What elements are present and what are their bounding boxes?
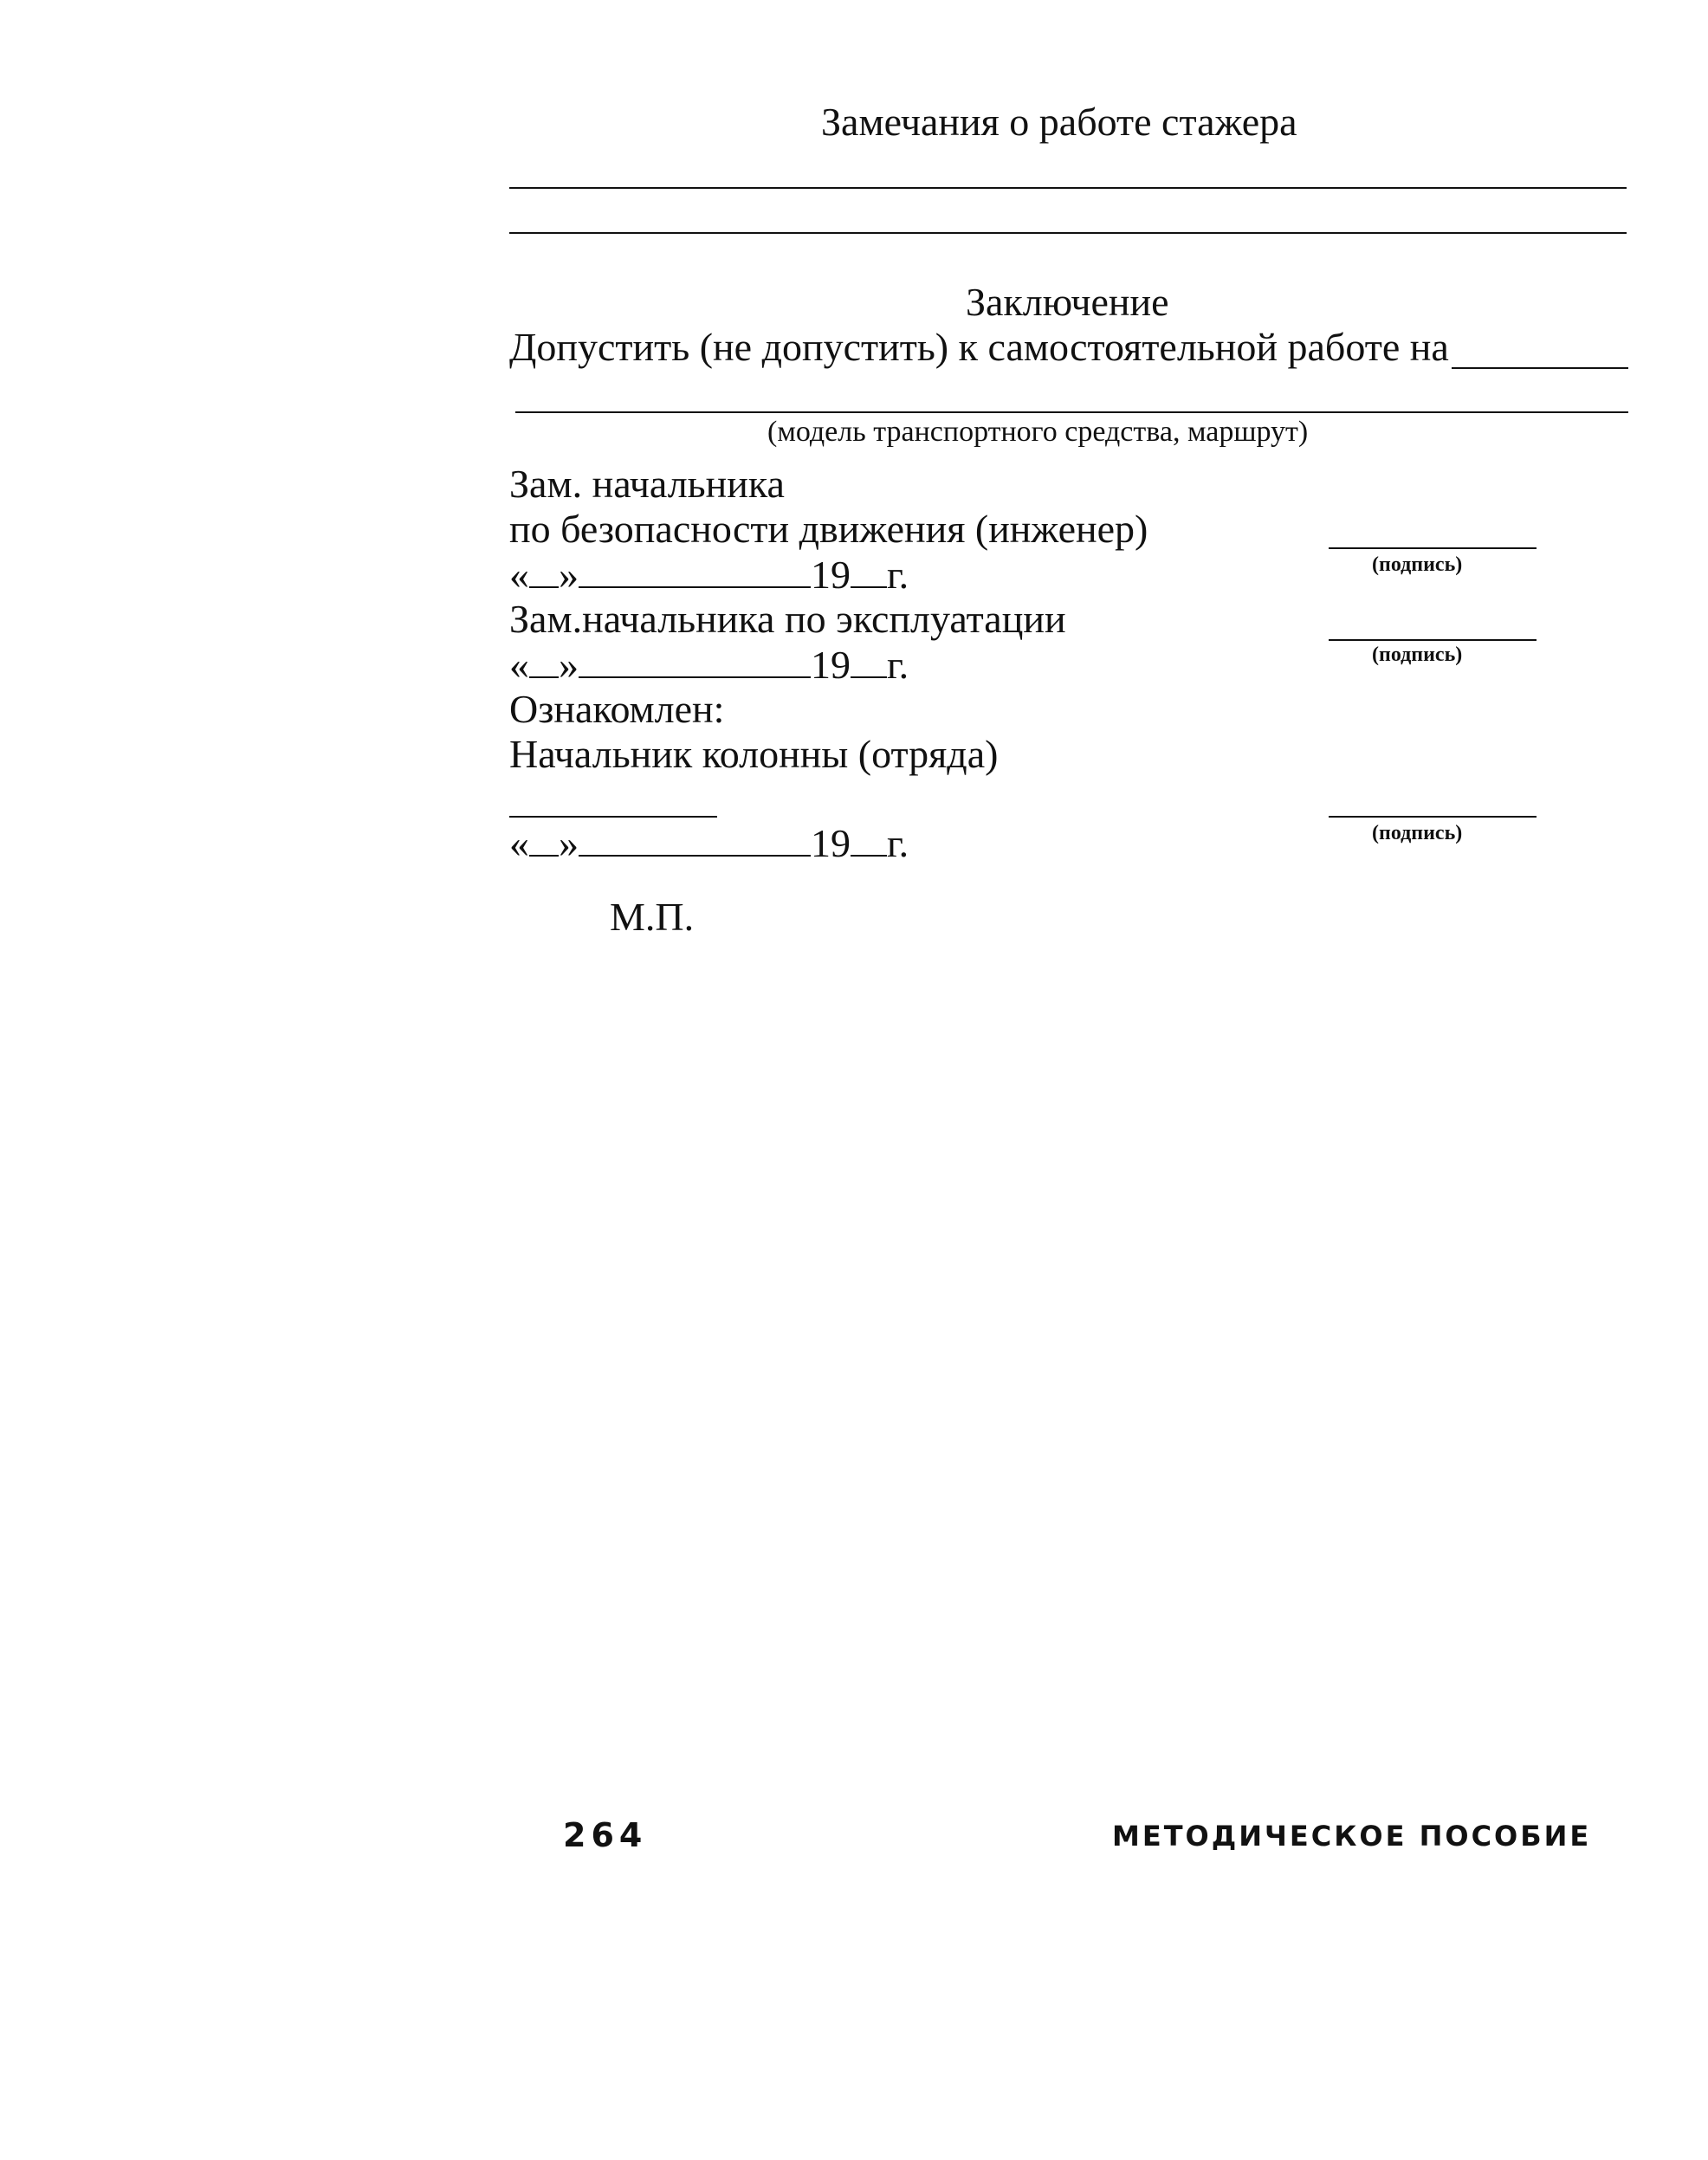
year-prefix: 19 [811,642,851,687]
acknowledged-name-line [509,816,717,818]
acknowledged-line1: Начальник колонны (отряда) [509,732,999,776]
deputy-operations-line1: Зам.начальника по эксплуатации [509,597,1066,641]
admit-field-line-2 [515,411,1628,413]
admit-field-line [1452,367,1628,369]
year-blank [851,823,887,857]
deputy-operations-signature-line [1329,639,1537,641]
deputy-operations-date [509,644,909,685]
year-suffix: г. [887,642,909,687]
book-title: МЕТОДИЧЕСКОЕ ПОСОБИЕ [1112,1820,1592,1853]
deputy-safety-line2: по безопасности движения (инженер) [509,507,1148,551]
deputy-safety-signature-line [1329,547,1537,549]
date-open-quote: « [509,642,529,687]
date-open-quote: « [509,820,529,865]
day-blank [529,823,559,857]
date-close-quote: » [559,820,579,865]
month-blank [579,644,811,678]
date-close-quote: » [559,552,579,597]
acknowledged-signature-caption: (подпись) [1372,822,1463,844]
remarks-line-1 [509,187,1627,189]
month-blank [579,823,811,857]
year-blank [851,554,887,588]
remarks-title: Замечания о работе стажера [821,100,1297,144]
month-blank [579,554,811,588]
year-prefix: 19 [811,820,851,865]
page-number: 264 [563,1816,648,1854]
date-open-quote: « [509,552,529,597]
deputy-operations-signature-caption: (подпись) [1372,643,1463,666]
acknowledged-date [509,820,909,865]
acknowledged-signature-line [1329,816,1537,818]
year-suffix: г. [887,820,909,865]
year-blank [851,644,887,678]
stamp-label: М.П. [610,895,695,939]
date-close-quote: » [559,642,579,687]
deputy-safety-date [509,554,909,595]
remarks-line-2 [509,232,1627,234]
admit-text: Допустить (не допустить) к самостоятельной работе на [509,325,1449,369]
deputy-safety-line1: Зам. начальника [509,462,785,506]
deputy-safety-signature-caption: (подпись) [1372,553,1463,576]
year-prefix: 19 [811,552,851,597]
conclusion-title: Заключение [966,280,1169,324]
day-blank [529,554,559,588]
year-suffix: г. [887,552,909,597]
admit-caption: (модель транспортного средства, маршрут) [767,416,1309,448]
acknowledged-label: Ознакомлен: [509,687,725,731]
day-blank [529,644,559,678]
